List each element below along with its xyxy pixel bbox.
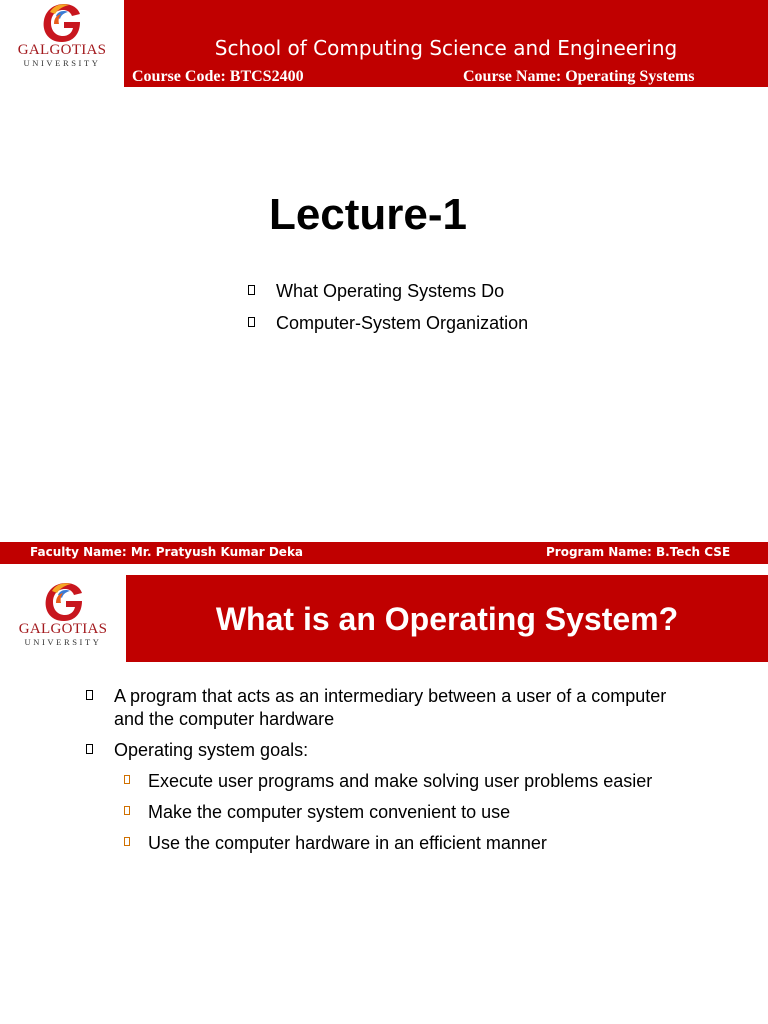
sub-bullet-box-icon bbox=[124, 775, 130, 784]
slide-content bbox=[86, 685, 686, 863]
header-band bbox=[124, 0, 768, 87]
logo-university-sub: UNIVERSITY bbox=[23, 58, 101, 68]
logo-emblem-icon bbox=[44, 581, 84, 623]
sub-list-item bbox=[124, 832, 686, 855]
logo-emblem-icon bbox=[42, 2, 82, 44]
topic-text: Computer-System Organization bbox=[276, 313, 529, 333]
header-band bbox=[126, 575, 768, 662]
program-name: Program Name: B.Tech CSE bbox=[546, 545, 731, 559]
logo-university-sub: UNIVERSITY bbox=[24, 637, 102, 647]
footer-band bbox=[0, 542, 768, 564]
list-item bbox=[86, 685, 686, 731]
course-name: Course Name: Operating Systems bbox=[463, 68, 695, 85]
bullet-box-icon bbox=[86, 744, 93, 754]
bullet-text: Operating system goals: bbox=[114, 740, 309, 760]
list-item bbox=[86, 739, 686, 762]
sub-bullet-box-icon bbox=[124, 837, 130, 846]
faculty-name: Faculty Name: Mr. Pratyush Kumar Deka bbox=[30, 545, 304, 559]
sub-list-item bbox=[124, 801, 686, 824]
bullet-text: A program that acts as an intermediary between a user of a computer and the computer hardware bbox=[114, 686, 667, 729]
sub-bullet-text: Use the computer hardware in an efficient manner bbox=[148, 833, 547, 853]
sub-bullet-box-icon bbox=[124, 806, 130, 815]
slide-title: What is an Operating System? bbox=[215, 601, 679, 637]
list-item bbox=[248, 312, 528, 334]
logo-university-name: GALGOTIAS bbox=[18, 621, 108, 637]
slide-what-is-os bbox=[0, 575, 768, 1024]
course-code: Course Code: BTCS2400 bbox=[132, 68, 304, 85]
sub-bullet-text: Execute user programs and make solving user problems easier bbox=[148, 771, 653, 791]
school-title: School of Computing Science and Engineering bbox=[214, 36, 678, 60]
university-logo bbox=[0, 0, 124, 88]
logo-university-name: GALGOTIAS bbox=[17, 42, 107, 58]
sub-bullet-text: Make the computer system convenient to use bbox=[148, 802, 511, 822]
bullet-box-icon bbox=[86, 690, 93, 700]
topic-list bbox=[248, 280, 528, 344]
sub-list-item bbox=[124, 770, 686, 793]
list-item bbox=[248, 280, 528, 302]
university-logo bbox=[0, 575, 126, 663]
lecture-title: Lecture-1 bbox=[268, 190, 468, 239]
topic-text: What Operating Systems Do bbox=[276, 281, 505, 301]
bullet-box-icon bbox=[248, 285, 255, 295]
bullet-box-icon bbox=[248, 317, 255, 327]
